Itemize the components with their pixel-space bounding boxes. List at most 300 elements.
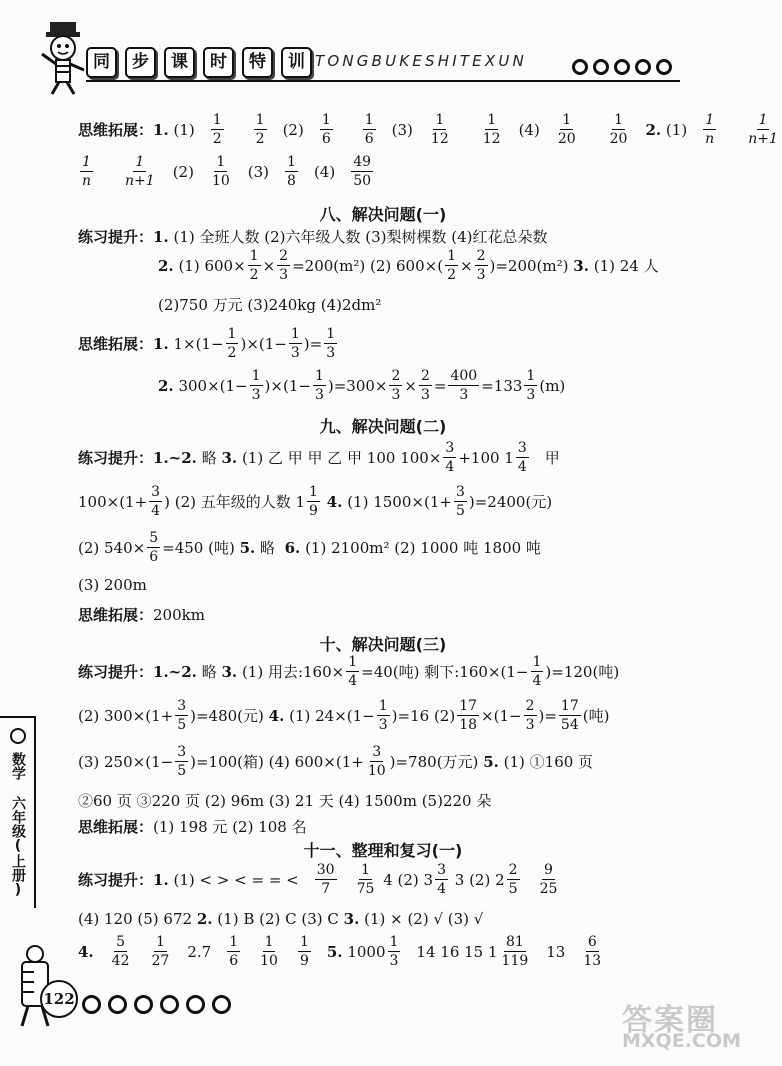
- fraction: [355, 862, 377, 897]
- fraction: [289, 326, 302, 361]
- answer-text: (1) < > < = = <: [173, 870, 299, 889]
- item-number: 2.: [196, 910, 213, 928]
- answer-text: (1): [665, 120, 688, 139]
- numerator: 3: [372, 744, 382, 760]
- numerator: 1: [435, 112, 445, 128]
- answer-text: )=100(箱) (4) 600×(1+: [190, 753, 364, 771]
- denominator: 4: [517, 459, 527, 475]
- denominator: 20: [557, 131, 576, 147]
- numerator: 1: [321, 112, 331, 128]
- answer-text: )=300×: [327, 376, 388, 395]
- fraction: [448, 368, 479, 403]
- header-dots: [572, 59, 677, 75]
- answer-text: (1) 24 人: [593, 257, 659, 275]
- answer-text: (1) × (2) √ (3) √: [364, 910, 484, 928]
- header-char: 步: [125, 47, 156, 78]
- numerator: 3: [177, 744, 187, 760]
- numerator: 1: [251, 368, 261, 384]
- fraction: [366, 744, 388, 779]
- fraction: [419, 368, 432, 403]
- numerator: 400: [450, 368, 478, 384]
- numerator: 1: [309, 484, 318, 500]
- answer-text: (2) 300×(1+: [78, 706, 174, 725]
- page-header: [0, 0, 750, 100]
- numerator: 1: [447, 248, 456, 264]
- numerator: 1: [255, 112, 265, 128]
- item-number: 3.: [221, 448, 238, 467]
- watermark-text: 答案圈: [622, 1003, 718, 1038]
- answer-text: (吨): [582, 707, 610, 725]
- answer-text: (1) 用去:160×: [241, 663, 345, 681]
- item-number: 5.: [483, 752, 499, 771]
- answer-line: [78, 910, 483, 928]
- answer-text: ×(1−: [481, 706, 522, 725]
- denominator: 13: [583, 953, 602, 969]
- numerator: 1: [249, 248, 259, 264]
- denominator: 6: [149, 549, 159, 565]
- header-pinyin: TONGBUKESHITEXUN: [315, 52, 527, 70]
- fraction: [746, 112, 780, 147]
- numerator: 1: [487, 112, 497, 128]
- fraction: [175, 698, 188, 733]
- fraction: [454, 484, 467, 519]
- numerator: 30: [316, 862, 335, 878]
- footer-dots: [82, 995, 238, 1014]
- numerator: 1: [82, 154, 91, 170]
- numerator: 1: [614, 112, 624, 128]
- answer-text: 略: [201, 449, 217, 467]
- answer-text: (1) 全班人数 (2)六年级人数 (3)梨树棵数 (4)红花总朵数: [173, 228, 548, 246]
- watermark-url: MXQE.COM: [622, 1030, 741, 1052]
- answer-text: ) (2) 五年级的人数 1: [164, 493, 306, 511]
- numerator: 1: [299, 934, 309, 950]
- fraction: [248, 248, 261, 283]
- denominator: 75: [356, 881, 375, 897]
- fraction: [608, 112, 630, 147]
- page-number: 122: [40, 980, 78, 1018]
- denominator: 10: [211, 173, 230, 189]
- answer-text: 甲: [544, 449, 560, 467]
- denominator: 6: [321, 131, 331, 147]
- item-number: 4.: [78, 942, 94, 961]
- denominator: 25: [539, 881, 558, 897]
- answer-text: 1000: [347, 942, 386, 961]
- fraction: [389, 368, 402, 403]
- answer-line: [78, 530, 541, 565]
- answer-text: (1) 24×(1−: [289, 706, 375, 725]
- denominator: 4: [445, 459, 455, 475]
- fraction: [703, 112, 716, 147]
- answer-text: (1) 2100m² (2) 1000 吨 1800 吨: [305, 539, 541, 557]
- numerator: 6: [587, 934, 597, 950]
- side-tab: [0, 716, 36, 908]
- denominator: 2: [227, 345, 237, 361]
- answer-text: +100 1: [458, 448, 514, 467]
- numerator: 2: [476, 248, 486, 264]
- page-footer: [0, 940, 750, 1066]
- denominator: 2: [212, 131, 222, 147]
- answer-text: (2) 540×: [78, 538, 146, 557]
- fraction: [377, 698, 390, 733]
- denominator: 42: [111, 953, 130, 969]
- fraction: [363, 112, 376, 147]
- numerator: 3: [177, 698, 187, 714]
- denominator: 20: [609, 131, 628, 147]
- denominator: 27: [151, 953, 170, 969]
- fraction: [559, 698, 581, 733]
- answer-text: (1) 600×: [178, 256, 246, 275]
- fraction: [324, 326, 337, 361]
- numerator: 1: [212, 112, 222, 128]
- circle-icon: [572, 59, 588, 75]
- fraction: [351, 154, 373, 189]
- answer-text: =133: [481, 376, 523, 395]
- section-label: 练习提升：: [78, 663, 154, 681]
- fraction: [315, 862, 337, 897]
- item-number: 6.: [284, 538, 301, 557]
- fraction: [457, 698, 479, 733]
- fraction: [254, 112, 267, 147]
- numerator: 1: [348, 654, 358, 670]
- numerator: 1: [216, 154, 226, 170]
- fraction: [211, 112, 224, 147]
- numerator: 1: [155, 934, 165, 950]
- circle-icon: [614, 59, 630, 75]
- fraction: [524, 698, 537, 733]
- answer-text: ②60 页 ③220 页 (2) 96m (3) 21 天 (4) 1500m (5)220 朵: [78, 792, 492, 810]
- answer-text: (3) 250×(1−: [78, 752, 174, 771]
- answer-text: (4): [518, 120, 540, 139]
- section-label: 练习提升：: [78, 871, 154, 889]
- item-number: 1.: [153, 120, 169, 139]
- answer-text: =200(m²) (2) 600×(: [292, 256, 444, 275]
- answer-text: =450 (吨): [162, 539, 235, 557]
- answer-line: [78, 744, 593, 779]
- numerator: 1: [389, 934, 399, 950]
- answer-text: (3): [391, 120, 413, 139]
- item-number: 3.: [221, 662, 238, 681]
- numerator: 17: [459, 698, 478, 714]
- answer-line: [78, 368, 565, 403]
- answer-text: (2)750 万元 (3)240kg (4)2dm²: [158, 296, 382, 314]
- fraction: [556, 112, 578, 147]
- section-label: 思维拓展：: [78, 818, 154, 836]
- item-number: 1.: [153, 227, 169, 246]
- answer-text: )=16 (2): [391, 706, 456, 725]
- fraction: [149, 484, 162, 519]
- denominator: 5: [508, 881, 518, 897]
- denominator: 3: [378, 717, 388, 733]
- fraction: [226, 326, 239, 361]
- answer-text: 略: [201, 663, 217, 681]
- denominator: 12: [430, 131, 449, 147]
- fraction: [524, 368, 537, 403]
- denominator: 6: [229, 953, 239, 969]
- numerator: 1: [705, 112, 715, 128]
- fraction: [285, 154, 298, 189]
- numerator: 1: [562, 112, 572, 128]
- denominator: n: [82, 173, 92, 189]
- numerator: 1: [229, 934, 239, 950]
- answer-text: 1×(1−: [173, 334, 224, 353]
- fraction: [147, 530, 160, 565]
- answer-text: (2): [282, 120, 304, 139]
- header-char: 课: [164, 47, 195, 78]
- numerator: 2: [279, 248, 289, 264]
- numerator: 1: [758, 112, 768, 128]
- item-number: 1.~2.: [153, 448, 197, 467]
- denominator: 7: [321, 881, 331, 897]
- answer-text: (1) 乙 甲 甲 乙 甲 100 100×: [241, 449, 442, 467]
- numerator: 1: [135, 154, 145, 170]
- answer-text: (1) ①160 页: [503, 753, 594, 771]
- circle-icon: [108, 995, 127, 1014]
- answer-text: 300×(1−: [178, 376, 248, 395]
- item-number: 2.: [645, 120, 662, 139]
- denominator: 5: [177, 717, 187, 733]
- header-char: 训: [281, 47, 312, 78]
- answer-text: ×: [262, 256, 276, 275]
- section-label: 练习提升：: [78, 228, 154, 246]
- fraction: [320, 112, 333, 147]
- answer-text: )×(1−: [240, 334, 287, 353]
- answer-line: [78, 862, 561, 897]
- numerator: 1: [361, 862, 370, 878]
- header-char: 特: [242, 47, 273, 78]
- side-tab-label: 数学 六年级(上册): [10, 752, 26, 898]
- denominator: 3: [420, 387, 430, 403]
- numerator: 3: [455, 484, 465, 500]
- answer-line: [78, 576, 147, 594]
- item-number: 2.: [158, 376, 174, 395]
- fraction: [250, 368, 263, 403]
- denominator: 3: [476, 267, 486, 283]
- answer-text: )=: [538, 706, 557, 725]
- section-label: 练习提升：: [78, 449, 154, 467]
- denominator: n+1: [748, 131, 778, 147]
- answer-text: 100×(1+: [78, 492, 148, 511]
- section-label: 思维拓展：: [78, 335, 154, 353]
- fraction: [80, 154, 93, 189]
- numerator: 17: [560, 698, 579, 714]
- denominator: 4: [348, 673, 358, 689]
- denominator: 12: [482, 131, 501, 147]
- numerator: 3: [151, 484, 161, 500]
- answer-line: [78, 294, 381, 315]
- answer-line: [78, 790, 491, 811]
- numerator: 1: [364, 112, 374, 128]
- denominator: 50: [353, 173, 372, 189]
- denominator: 3: [326, 345, 336, 361]
- answer-line: [78, 154, 375, 189]
- numerator: 3: [445, 440, 455, 456]
- numerator: 1: [378, 698, 388, 714]
- circle-icon: [635, 59, 651, 75]
- answer-text: (2): [172, 162, 194, 181]
- denominator: 9: [299, 953, 309, 969]
- answer-text: 略: [260, 539, 276, 557]
- fraction: [307, 484, 320, 519]
- numerator: 1: [264, 934, 274, 950]
- fraction: [507, 862, 520, 897]
- denominator: n: [705, 131, 715, 147]
- answer-line: [78, 326, 339, 361]
- answer-text: )=2400(元): [468, 493, 553, 511]
- answer-line: [78, 248, 659, 283]
- section-label: 思维拓展：: [78, 606, 154, 624]
- numerator: 1: [526, 368, 536, 384]
- answer-text: 2.7: [187, 942, 212, 961]
- numerator: 5: [116, 934, 126, 950]
- numerator: 1: [326, 326, 336, 342]
- section-title: 九、解决问题(二): [319, 417, 447, 436]
- denominator: 3: [389, 953, 399, 969]
- answer-line: [78, 604, 205, 625]
- fraction: [475, 248, 488, 283]
- answer-line: [78, 654, 619, 689]
- denominator: n+1: [125, 173, 155, 189]
- numerator: 3: [517, 440, 527, 456]
- circle-icon: [656, 59, 672, 75]
- denominator: 10: [367, 763, 386, 779]
- section-title: 十一、整理和复习(一): [303, 841, 463, 860]
- denominator: 2: [255, 131, 265, 147]
- answer-text: =: [433, 376, 447, 395]
- section-label: 思维拓展：: [78, 121, 154, 139]
- fraction: [175, 744, 188, 779]
- answer-text: (4): [313, 162, 336, 181]
- denominator: 119: [501, 953, 529, 969]
- answer-text: (3) 200m: [78, 576, 147, 594]
- denominator: 3: [525, 717, 535, 733]
- fraction: [538, 862, 560, 897]
- answer-line: [78, 226, 548, 247]
- section-title: 十、解决问题(三): [319, 635, 447, 654]
- item-number: 2.: [158, 256, 174, 275]
- denominator: 6: [364, 131, 374, 147]
- item-number: 3.: [343, 910, 360, 928]
- denominator: 18: [459, 717, 478, 733]
- fraction: [277, 248, 290, 283]
- denominator: 3: [251, 387, 261, 403]
- answer-text: 14 16 15 1: [416, 942, 498, 961]
- item-number: 5.: [239, 538, 256, 557]
- section-title: 八、解决问题(一): [319, 205, 447, 224]
- answer-text: (1) 1500×(1+: [347, 492, 452, 511]
- item-number: 1.~2.: [153, 662, 197, 681]
- answer-text: )=200(m²): [489, 256, 569, 275]
- answer-text: 200km: [153, 605, 205, 624]
- answer-line: [78, 816, 307, 837]
- answer-text: )×(1−: [264, 376, 311, 395]
- answer-text: =40(吨) 剩下:160×(1−: [361, 663, 529, 681]
- answer-text: ×: [460, 256, 473, 275]
- denominator: 10: [260, 953, 278, 969]
- denominator: 2: [447, 267, 456, 283]
- denominator: 3: [279, 267, 289, 283]
- answer-text: (m): [539, 376, 566, 395]
- denominator: 4: [151, 503, 161, 519]
- numerator: 2: [525, 698, 535, 714]
- fraction: [123, 154, 157, 189]
- circle-icon: [186, 995, 205, 1014]
- circle-icon: [212, 995, 231, 1014]
- answer-text: 3 (2) 2: [454, 870, 505, 889]
- header-char: 时: [203, 47, 234, 78]
- answer-line: [78, 484, 552, 519]
- numerator: 1: [227, 326, 237, 342]
- answer-text: )=780(万元): [389, 753, 479, 771]
- numerator: 1: [287, 154, 296, 170]
- denominator: 3: [526, 387, 536, 403]
- watermark: [612, 940, 742, 1052]
- numerator: 2: [508, 862, 518, 878]
- fraction: [429, 112, 451, 147]
- numerator: 3: [437, 862, 446, 878]
- numerator: 1: [532, 654, 542, 670]
- denominator: 2: [249, 267, 259, 283]
- answer-text: )=120(吨): [545, 663, 620, 681]
- fraction: [346, 654, 359, 689]
- numerator: 81: [505, 934, 524, 950]
- answer-text: )=: [303, 334, 323, 353]
- header-char: 同: [86, 47, 117, 78]
- header-rule: [86, 80, 680, 82]
- fraction: [435, 862, 448, 897]
- circle-icon: [160, 995, 179, 1014]
- item-number: 5.: [326, 942, 343, 961]
- item-number: 1.: [153, 334, 169, 353]
- circle-icon: [10, 728, 26, 744]
- numerator: 9: [544, 862, 553, 878]
- answer-text: (1): [173, 120, 195, 139]
- circle-icon: [593, 59, 609, 75]
- item-number: 1.: [153, 870, 169, 889]
- fraction: [516, 440, 529, 475]
- numerator: 2: [391, 368, 401, 384]
- answer-text: )=480(元): [190, 707, 264, 725]
- answer-text: 13: [546, 942, 566, 961]
- fraction: [313, 368, 326, 403]
- denominator: 54: [560, 717, 579, 733]
- denominator: 5: [177, 763, 187, 779]
- answer-text: (1) B (2) C (3) C: [217, 910, 339, 928]
- answer-line: [78, 698, 609, 733]
- denominator: 3: [459, 387, 469, 403]
- answer-text: (1) 198 元 (2) 108 名: [153, 818, 307, 836]
- numerator: 49: [353, 154, 372, 170]
- numerator: 2: [420, 368, 430, 384]
- answer-text: (4) 120 (5) 672: [78, 910, 193, 928]
- answer-text: 4 (2) 3: [383, 870, 434, 889]
- denominator: 3: [391, 387, 401, 403]
- numerator: 1: [290, 326, 300, 342]
- denominator: 5: [455, 503, 465, 519]
- header-title: [86, 44, 320, 80]
- numerator: 5: [149, 530, 159, 546]
- answer-text: (3): [247, 162, 270, 181]
- denominator: 3: [290, 345, 300, 361]
- denominator: 8: [287, 173, 296, 189]
- denominator: 4: [532, 673, 542, 689]
- denominator: 9: [309, 503, 318, 519]
- answer-line: [78, 440, 560, 475]
- denominator: 4: [437, 881, 446, 897]
- fraction: [445, 248, 458, 283]
- circle-icon: [134, 995, 153, 1014]
- fraction: [531, 654, 544, 689]
- denominator: 3: [314, 387, 324, 403]
